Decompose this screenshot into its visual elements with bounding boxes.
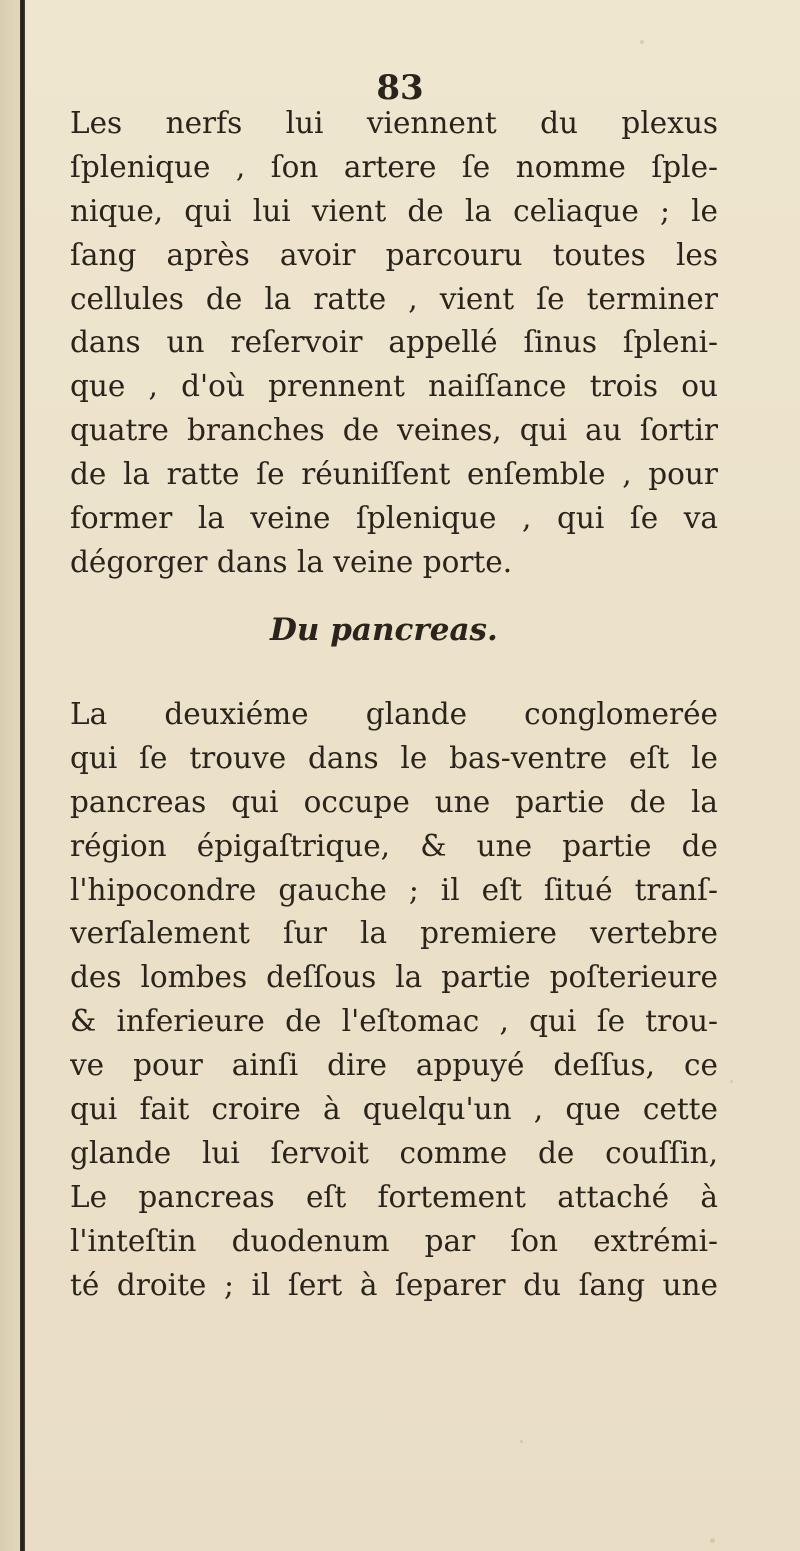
text-line: La deuxiéme glande conglomerée [70, 697, 718, 731]
text-line: l'hipocondre gauche ; il eſt ſitué tranſ- [70, 872, 718, 907]
text-line: former la veine ſplenique , qui ſe va [70, 501, 718, 536]
text-line: Les nerfs lui viennent du plexus [70, 106, 718, 140]
text-line: quatre branches de veines, qui au ſortir [70, 413, 718, 448]
paper-speck [730, 1080, 733, 1083]
text-line: dégorger dans la veine porte. [70, 544, 513, 579]
text-line: té droite ; il ſert à ſeparer du ſang une [70, 1267, 718, 1302]
text-line: l'inteſtin duodenum par ſon extrémi- [70, 1223, 718, 1258]
paragraph-pancreas [70, 693, 718, 1307]
paragraph-spleen [70, 102, 718, 585]
page-number: 83 [376, 68, 424, 108]
text-line: qui fait croire à quelqu'un , que cette [70, 1092, 718, 1127]
text-line: ve pour ainſi dire appuyé deſſus, ce [70, 1048, 718, 1083]
text-line: glande lui ſervoit comme de couſſin, [70, 1135, 718, 1170]
page-gutter [0, 0, 20, 1551]
text-line: de la ratte ſe réuniſſent enſemble , pour [70, 457, 718, 492]
text-line: des lombes deſſous la partie poſterieure [70, 960, 718, 995]
text-line: & inferieure de l'eſtomac , qui ſe trou- [70, 1004, 718, 1039]
text-line: nique, qui lui vient de la celiaque ; le [70, 193, 718, 228]
binding-edge [20, 0, 25, 1551]
paper-speck [520, 1440, 523, 1443]
section-heading: Du pancreas. [270, 612, 498, 648]
text-line: ſplenique , ſon artere ſe nomme ſple- [70, 149, 718, 184]
text-line: Le pancreas eſt fortement attaché à [70, 1179, 718, 1214]
text-line: verſalement ſur la premiere vertebre [70, 916, 718, 951]
text-line: dans un reſervoir appellé ſinus ſpleni- [70, 325, 718, 360]
paper-speck [710, 1538, 715, 1543]
text-line: cellules de la ratte , vient ſe terminer [70, 281, 718, 316]
text-line: pancreas qui occupe une partie de la [70, 784, 718, 819]
paper-speck [640, 40, 644, 44]
text-line: région épigaſtrique, & une partie de [70, 828, 718, 863]
text-line: ſang après avoir parcouru toutes les [70, 237, 718, 272]
text-line: que , d'où prennent naiſſance trois ou [70, 369, 718, 404]
text-line: qui ſe trouve dans le bas-ventre eſt le [70, 740, 718, 775]
